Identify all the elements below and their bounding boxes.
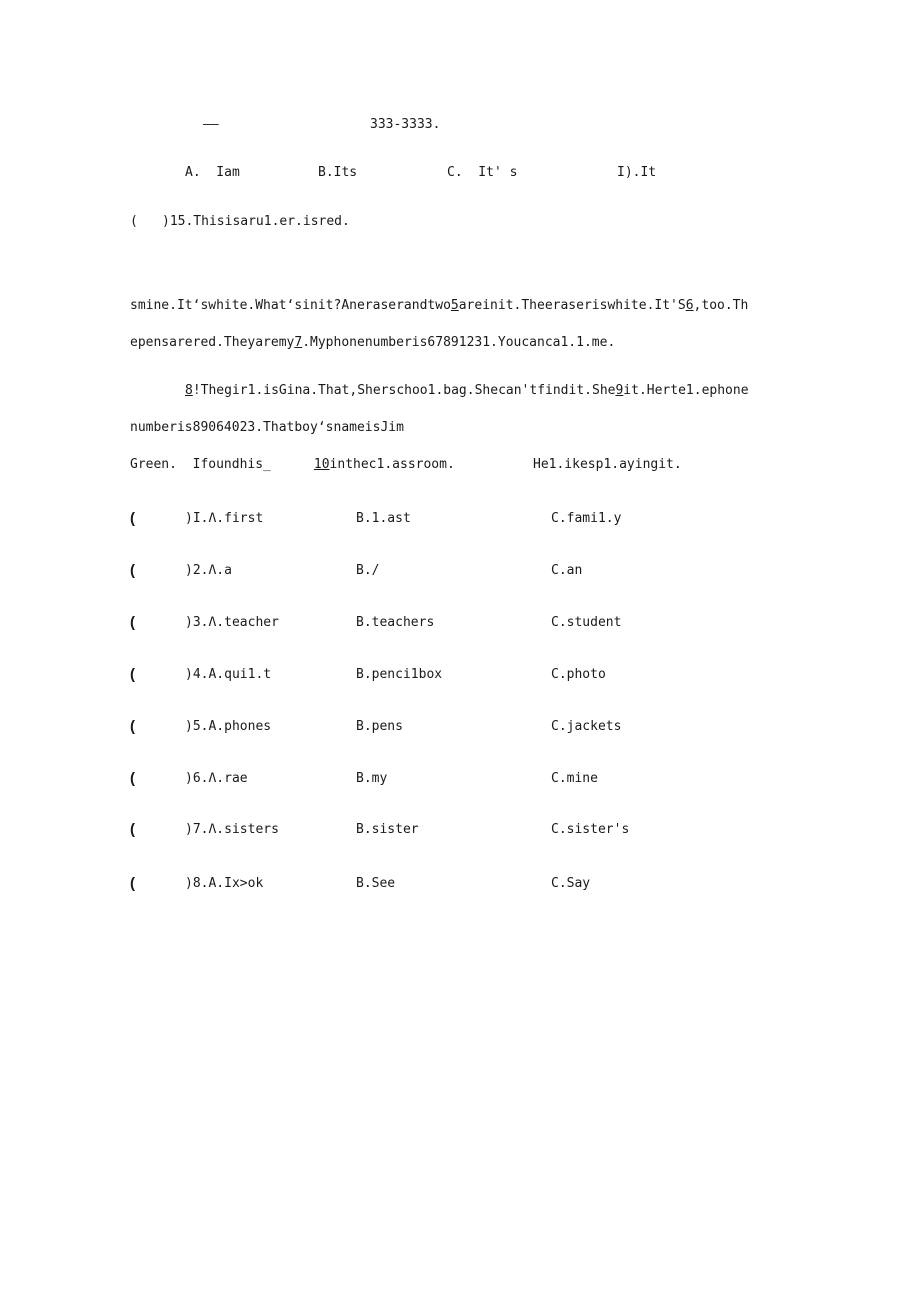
- option-a: A. Iam: [185, 165, 240, 180]
- option-c: C.Say: [551, 876, 591, 891]
- blank-6: 6: [685, 298, 694, 313]
- option-b: B.pens: [356, 719, 403, 734]
- option-c: C.mine: [551, 771, 598, 786]
- answer-paren[interactable]: (: [130, 666, 135, 683]
- passage-line-2: epensarered.Theyaremy7.Myphonenumberis67891231.Youcanca1.1.me.: [130, 335, 616, 350]
- option-b: B.1.ast: [356, 511, 411, 526]
- option-c: C.student: [551, 615, 622, 630]
- option-d: I).It: [617, 165, 657, 180]
- option-c: C.an: [551, 563, 583, 578]
- passage-line-1: smine.It‘swhite.What‘sinit?Aneraserandtwo5areinit.Theeraseriswhite.It'S6,too.Th: [130, 298, 749, 313]
- option-c: C. It' s: [447, 165, 518, 180]
- option-a: )3.Λ.teacher: [185, 615, 279, 630]
- blank-7: 7: [294, 335, 303, 350]
- blank-9: 9: [615, 383, 624, 398]
- option-a: )4.A.qui1.t: [185, 667, 272, 682]
- blank-8: 8: [185, 383, 193, 398]
- answer-paren[interactable]: (: [130, 875, 135, 892]
- phone-number: 333-3333.: [370, 117, 441, 132]
- option-a: )7.Λ.sisters: [185, 822, 279, 837]
- option-c: C.sister's: [551, 822, 630, 837]
- option-b: B.penci1box: [356, 667, 443, 682]
- option-c: C.photo: [551, 667, 606, 682]
- passage-line-4: numberis89064023.Thatboy‘snameisJim: [130, 420, 404, 435]
- option-a: )5.A.phones: [185, 719, 272, 734]
- option-b: B.my: [356, 771, 388, 786]
- answer-paren[interactable]: (: [130, 718, 135, 735]
- option-b: B./: [356, 563, 380, 578]
- option-c: C.jackets: [551, 719, 622, 734]
- passage-line-5: Green. Ifoundhis_ 10inthec1.assroom.: [130, 457, 455, 472]
- option-c: C.fami1.y: [551, 511, 622, 526]
- dash: ——: [203, 117, 219, 132]
- passage-line-5-end: He1.ikesp1.ayingit.: [533, 457, 682, 472]
- option-a: )2.Λ.a: [185, 563, 232, 578]
- option-a: )6.Λ.rae: [185, 771, 248, 786]
- answer-paren[interactable]: (: [130, 770, 135, 787]
- option-b: B.teachers: [356, 615, 435, 630]
- blank-10: 10: [313, 457, 330, 472]
- answer-paren[interactable]: (: [130, 562, 135, 579]
- option-a: )8.A.Ix>ok: [185, 876, 264, 891]
- answer-paren[interactable]: (: [130, 821, 135, 838]
- option-b: B.Its: [318, 165, 358, 180]
- option-b: B.See: [356, 876, 396, 891]
- answer-paren[interactable]: (: [130, 614, 135, 631]
- option-b: B.sister: [356, 822, 419, 837]
- option-a: )I.Λ.first: [185, 511, 264, 526]
- answer-paren[interactable]: (: [130, 510, 135, 527]
- blank-5: 5: [450, 298, 459, 313]
- passage-line-3: 8!Thegir1.isGina.That,Sherschoo1.bag.Shecan'tfindit.She9it.Herte1.ephone: [185, 383, 749, 398]
- q15-paren: (: [130, 214, 138, 229]
- q15-text: )15.Thisisaru1.er.isred.: [162, 214, 350, 229]
